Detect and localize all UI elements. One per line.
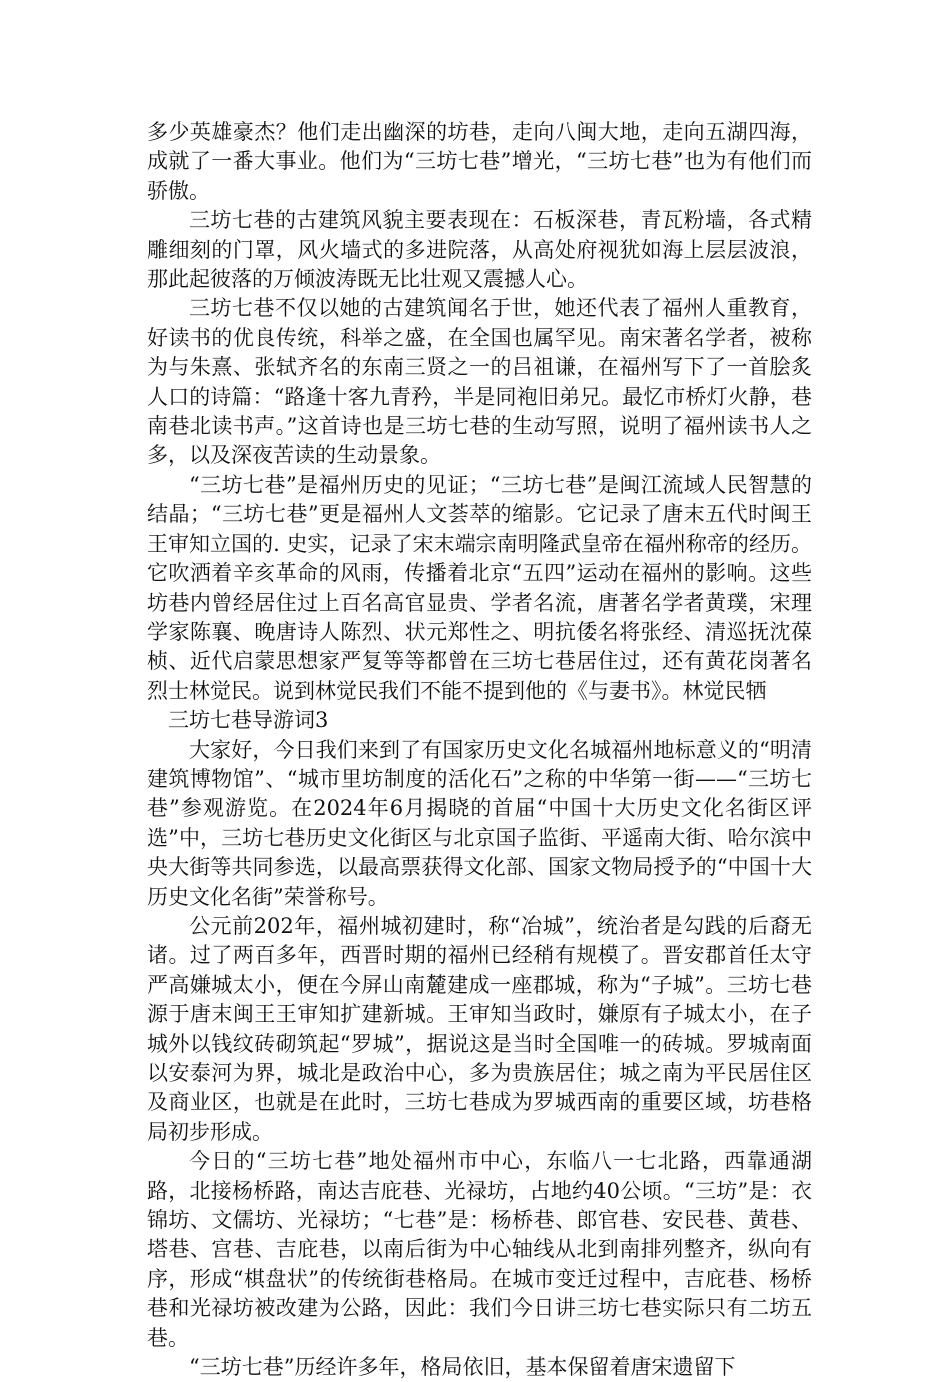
paragraph-5: 大家好，今日我们来到了有国家历史文化名城福州地标意义的“明清建筑博物馆”、“城市里坊制度的活化石”之称的中华第一街——“三坊七巷”参观游览。在2024年6月揭晓的首届“中国十大历史文化名街区评选”中，三坊七巷历史文化街区与北京国子监街、平遥南大街、哈尔滨中央大街等共同参选，以最高票获得文化部、国家文物局授予的“中国十大历史文化名街”荣誉称号。 <box>147 737 812 909</box>
paragraph-7: 今日的“三坊七巷”地处福州市中心，东临八一七北路，西靠通湖路，北接杨桥路，南达吉庇巷、光禄坊，占地约40公顷。“三坊”是：衣锦坊、文儒坊、光禄坊；“七巷”是：杨桥巷、郎官巷、安民巷、黄巷、塔巷、宫巷、吉庇巷，以南后街为中心轴线从北到南排列整齐，纵向有序，形成“棋盘状”的传统街巷格局。在城市变迁过程中，吉庇巷、杨桥巷和光禄坊被改建为公路，因此：我们今日讲三坊七巷实际只有二坊五巷。 <box>147 1149 812 1350</box>
paragraph-1: 多少英雄豪杰？他们走出幽深的坊巷，走向八闽大地，走向五湖四海，成就了一番大事业。他们为“三坊七巷”增光，“三坊七巷”也为有他们而骄傲。 <box>147 120 812 203</box>
paragraph-4: “三坊七巷”是福州历史的见证；“三坊七巷”是闽江流域人民智慧的结晶；“三坊七巷”更是福州人文荟萃的缩影。它记录了唐末五代时闽王王审知立国的. 史实，记录了宋末端宗南明隆武皇帝在福州称帝的经历。它吹洒着辛亥革命的风雨，传播着北京“五四”运动在福州的影响。这些坊巷内曾经居住过上百名高官显贵、学者名流，唐著名学者黄璞，宋理学家陈襄、晚唐诗人陈烈、状元郑性之、明抗倭名将张经、清巡抚沈葆桢、近代启蒙思想家严复等等都曾在三坊七巷居住过，还有黄花岗著名烈士林觉民。说到林觉民我们不能不提到他的《与妻书》。林觉民牺 <box>147 472 812 703</box>
paragraph-2: 三坊七巷的古建筑风貌主要表现在：石板深巷，青瓦粉墙，各式精雕细刻的门罩，风火墙式的多进院落，从高处府视犹如海上层层波浪，那此起彼落的万倾波涛既无比壮观又震撼人心。 <box>147 208 812 292</box>
paragraph-6: 公元前202年，福州城初建时，称“冶城”，统治者是勾践的后裔无诸。过了两百多年，西晋时期的福州已经稍有规模了。晋安郡首任太守严高嫌城太小，便在今屏山南麓建成一座郡城，称为“子城”。三坊七巷源于唐末闽王王审知扩建新城。王审知当政时，嫌原有子城太小，在子城外以钱纹砖砌筑起“罗城”，据说这是当时全国唯一的砖城。罗城南面以安泰河为界，城北是政治中心，多为贵族居住；城之南为平民居住区及商业区，也就是在此时，三坊七巷成为罗城西南的重要区域，坊巷格局初步形成。 <box>147 913 812 1144</box>
paragraph-3: 三坊七巷不仅以她的古建筑闻名于世，她还代表了福州人重教育，好读书的优良传统，科举之盛，在全国也属罕见。南宋著名学者，被称为与朱熹、张轼齐名的东南三贤之一的吕祖谦，在福州写下了一首脍炙人口的诗篇：“路逢十客九青矜，半是同袍旧弟兄。最忆市桥灯火静，巷南巷北读书声。”这首诗也是三坊七巷的生动写照，说明了福州读书人之多，以及深夜苦读的生动景象。 <box>147 296 812 468</box>
section-heading: 三坊七巷导游词3 <box>168 708 329 733</box>
paragraph-8: “三坊七巷”历经许多年，格局依旧，基本保留着唐宋遗留下 <box>189 1355 736 1380</box>
document-page <box>147 118 812 1382</box>
